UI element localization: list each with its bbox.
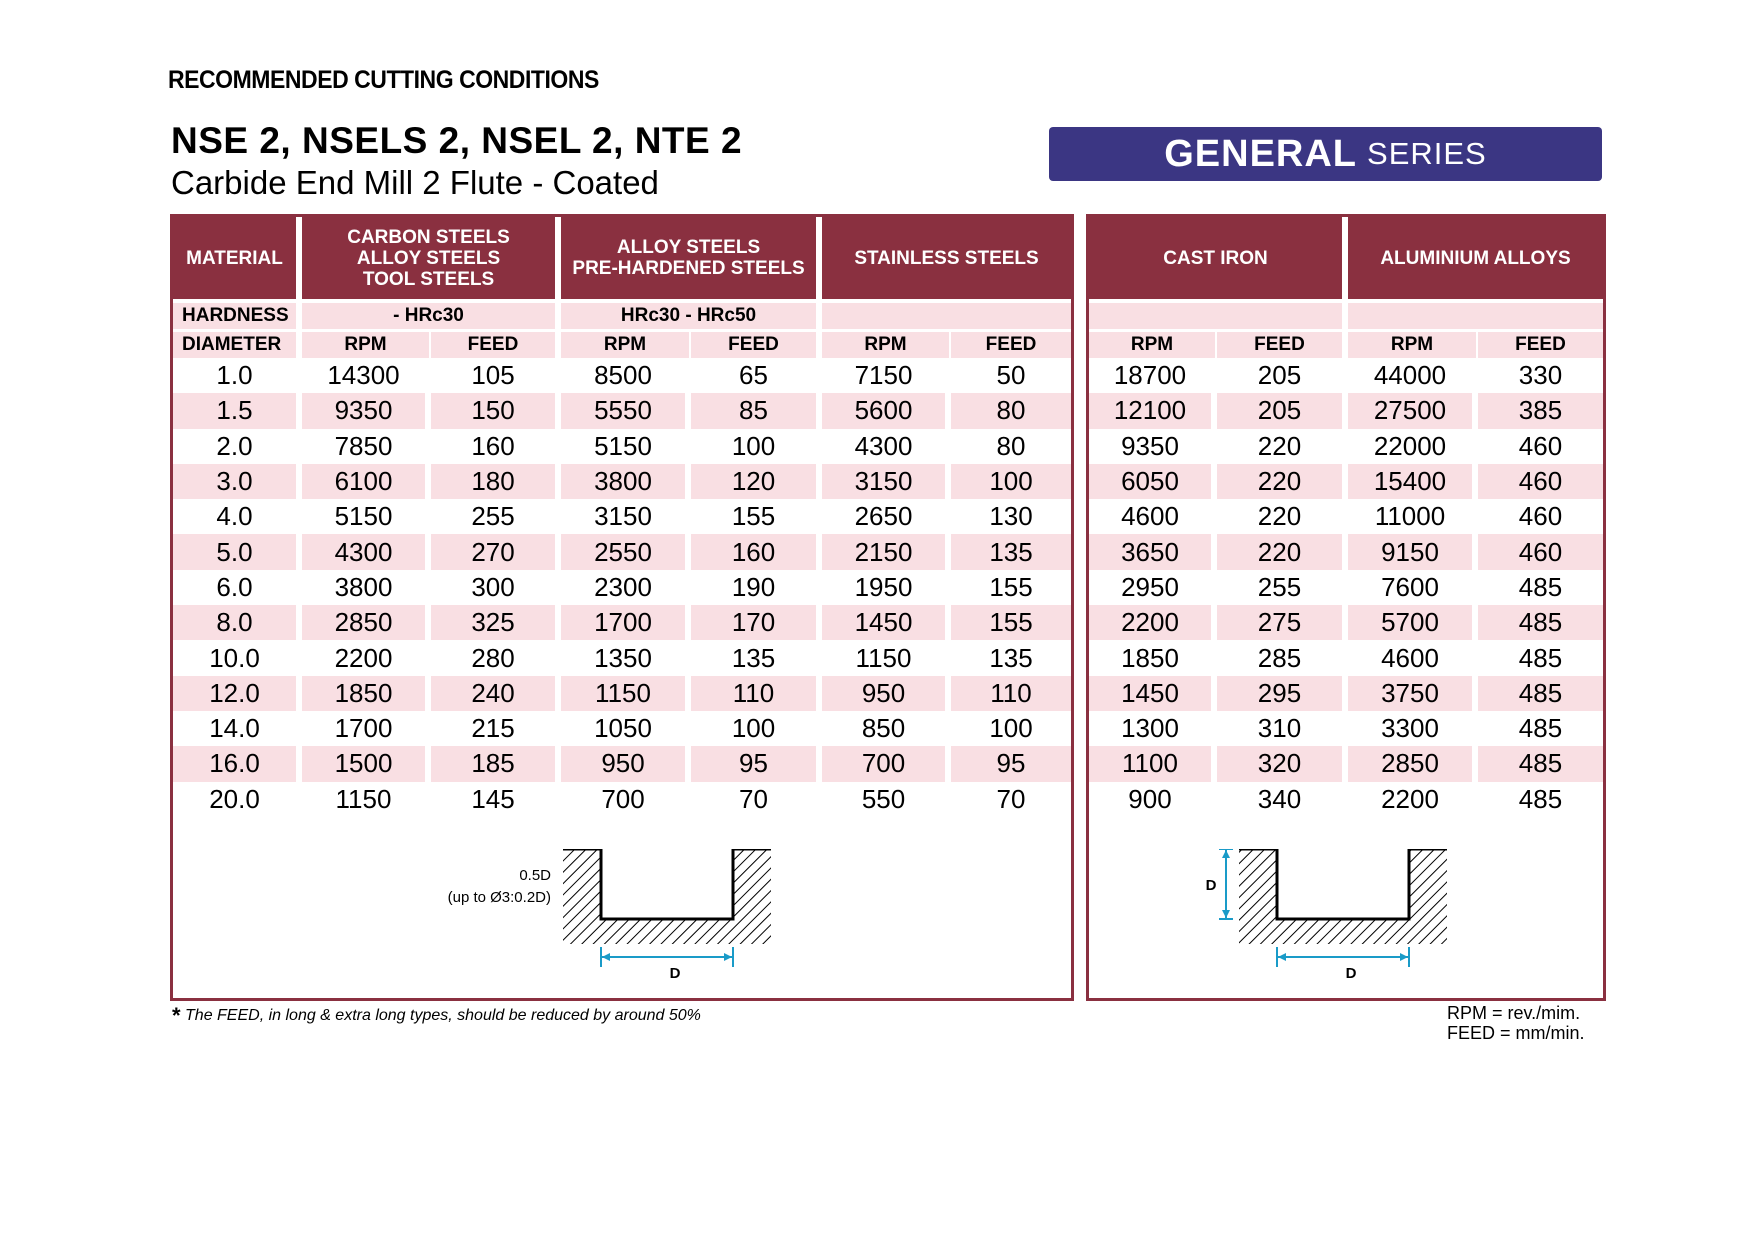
feed-cell: 280: [431, 640, 561, 675]
rpm-cell: 900: [1089, 782, 1217, 817]
steels-table: [173, 217, 1071, 817]
rpm-cell: 950: [561, 746, 691, 781]
table-row: [1089, 570, 1603, 605]
rpm-cell: 3300: [1348, 711, 1478, 746]
units-legend: [1447, 1003, 1585, 1043]
hardness-value: [1348, 299, 1603, 329]
group-header-cast-iron: [1089, 217, 1348, 299]
series-badge: [1049, 127, 1602, 181]
rpm-cell: 3750: [1348, 676, 1478, 711]
diameter-cell: 6.0: [173, 570, 302, 605]
feed-cell: 485: [1478, 746, 1603, 781]
hardness-value: - HRc30: [302, 299, 561, 329]
rpm-cell: 7600: [1348, 570, 1478, 605]
rpm-cell: 9350: [302, 393, 431, 428]
diameter-cell: 10.0: [173, 640, 302, 675]
feed-cell: 65: [691, 358, 822, 393]
rpm-cell: 2300: [561, 570, 691, 605]
feed-cell: 485: [1478, 676, 1603, 711]
feed-cell: 220: [1217, 534, 1348, 569]
rpm-cell: 2950: [1089, 570, 1217, 605]
slot-depth-diagram: [563, 849, 793, 979]
rpm-cell: 1100: [1089, 746, 1217, 781]
feed-cell: 95: [691, 746, 822, 781]
feed-cell: 150: [431, 393, 561, 428]
feed-cell: 70: [691, 782, 822, 817]
feed-cell: 300: [431, 570, 561, 605]
rpm-cell: 7150: [822, 358, 951, 393]
footnote-text: The FEED, in long & extra long types, should be reduced by around 50%: [185, 1007, 701, 1024]
feed-cell: 120: [691, 464, 822, 499]
hardness-value: [822, 299, 1071, 329]
rpm-cell: 5550: [561, 393, 691, 428]
series-badge-bold: GENERAL: [1164, 132, 1358, 175]
rpm-cell: 8500: [561, 358, 691, 393]
feed-cell: 485: [1478, 640, 1603, 675]
feed-cell: 170: [691, 605, 822, 640]
table-row: [173, 429, 1071, 464]
rpm-cell: 4300: [822, 429, 951, 464]
feed-cell: 180: [431, 464, 561, 499]
units-feed: FEED = mm/min.: [1447, 1023, 1585, 1043]
table-row: [173, 499, 1071, 534]
rpm-cell: 44000: [1348, 358, 1478, 393]
feed-cell: 460: [1478, 429, 1603, 464]
table-row: [173, 393, 1071, 428]
feed-cell: 100: [951, 464, 1071, 499]
rpm-cell: 2850: [1348, 746, 1478, 781]
diameter-cell: 12.0: [173, 676, 302, 711]
rpm-cell: 5150: [561, 429, 691, 464]
rpm-cell: 1700: [561, 605, 691, 640]
feed-cell: 110: [951, 676, 1071, 711]
rpm-cell: 9150: [1348, 534, 1478, 569]
feed-cell: 330: [1478, 358, 1603, 393]
rpm-cell: 5150: [302, 499, 431, 534]
table-row: [1089, 605, 1603, 640]
table-row: [1089, 746, 1603, 781]
rpm-cell: 2200: [302, 640, 431, 675]
table-row: [173, 570, 1071, 605]
rpm-cell: 1150: [822, 640, 951, 675]
cast-iron-aluminium-table: [1089, 217, 1603, 817]
diameter-cell: 14.0: [173, 711, 302, 746]
rpm-cell: 850: [822, 711, 951, 746]
feed-cell: 130: [951, 499, 1071, 534]
group-name-line: ALLOY STEELS: [616, 237, 761, 258]
group-name-line: CARBON STEELS: [347, 226, 510, 248]
rpm-cell: 1350: [561, 640, 691, 675]
feed-cell: 220: [1217, 429, 1348, 464]
table-row: [1089, 782, 1603, 817]
cast-iron-aluminium-panel: [1086, 214, 1606, 1001]
rpm-subheader: RPM: [1089, 329, 1217, 358]
feed-cell: 205: [1217, 393, 1348, 428]
feed-cell: 100: [691, 429, 822, 464]
rpm-cell: 1500: [302, 746, 431, 781]
feed-cell: 295: [1217, 676, 1348, 711]
feed-cell: 95: [951, 746, 1071, 781]
group-name-line: ALUMINIUM ALLOYS: [1380, 247, 1571, 269]
feed-subheader: FEED: [431, 329, 561, 358]
feed-cell: 80: [951, 429, 1071, 464]
group-header-alloy-steels: [561, 217, 822, 299]
feed-cell: 220: [1217, 464, 1348, 499]
feed-cell: 135: [951, 534, 1071, 569]
table-row: [173, 534, 1071, 569]
feed-reduction-note: [172, 1003, 701, 1029]
units-rpm: RPM = rev./mim.: [1447, 1003, 1581, 1023]
rpm-cell: 1050: [561, 711, 691, 746]
group-header-carbon-steels: [302, 217, 561, 299]
feed-cell: 285: [1217, 640, 1348, 675]
table-row: [1089, 358, 1603, 393]
rpm-cell: 3650: [1089, 534, 1217, 569]
width-label: D: [669, 965, 681, 982]
rpm-cell: 5600: [822, 393, 951, 428]
diameter-cell: 1.0: [173, 358, 302, 393]
rpm-cell: 3800: [302, 570, 431, 605]
feed-cell: 460: [1478, 464, 1603, 499]
rpm-cell: 3800: [561, 464, 691, 499]
rpm-cell: 2650: [822, 499, 951, 534]
rpm-cell: 1300: [1089, 711, 1217, 746]
table-row: [1089, 393, 1603, 428]
feed-cell: 255: [431, 499, 561, 534]
feed-cell: 110: [691, 676, 822, 711]
slot-full-depth-diagram: [1219, 849, 1449, 979]
group-header-stainless-steels: [822, 217, 1071, 299]
feed-cell: 160: [431, 429, 561, 464]
steels-panel: [170, 214, 1074, 1001]
series-badge-light: SERIES: [1367, 136, 1487, 171]
rpm-cell: 14300: [302, 358, 431, 393]
depth-label: D: [1205, 877, 1217, 894]
feed-cell: 460: [1478, 534, 1603, 569]
rpm-cell: 27500: [1348, 393, 1478, 428]
feed-cell: 340: [1217, 782, 1348, 817]
feed-cell: 385: [1478, 393, 1603, 428]
feed-cell: 485: [1478, 605, 1603, 640]
feed-cell: 310: [1217, 711, 1348, 746]
rpm-cell: 4600: [1089, 499, 1217, 534]
rpm-cell: 15400: [1348, 464, 1478, 499]
depth-label-block: [423, 865, 551, 909]
product-description: Carbide End Mill 2 Flute - Coated: [171, 164, 659, 201]
rpm-cell: 6100: [302, 464, 431, 499]
feed-cell: 70: [951, 782, 1071, 817]
feed-cell: 155: [951, 570, 1071, 605]
rpm-cell: 4600: [1348, 640, 1478, 675]
feed-cell: 460: [1478, 499, 1603, 534]
diameter-cell: 2.0: [173, 429, 302, 464]
feed-cell: 485: [1478, 570, 1603, 605]
rpm-cell: 18700: [1089, 358, 1217, 393]
rpm-cell: 4300: [302, 534, 431, 569]
table-row: [173, 464, 1071, 499]
rpm-cell: 1850: [302, 676, 431, 711]
diameter-cell: 3.0: [173, 464, 302, 499]
hardness-label: HARDNESS: [173, 299, 302, 329]
rpm-cell: 2200: [1348, 782, 1478, 817]
rpm-subheader: RPM: [822, 329, 951, 358]
feed-cell: 155: [691, 499, 822, 534]
rpm-cell: 6050: [1089, 464, 1217, 499]
rpm-cell: 700: [561, 782, 691, 817]
group-name-line: PRE-HARDENED STEELS: [572, 258, 805, 279]
diameter-cell: 1.5: [173, 393, 302, 428]
feed-subheader: FEED: [951, 329, 1071, 358]
rpm-subheader: RPM: [561, 329, 691, 358]
rpm-cell: 700: [822, 746, 951, 781]
rpm-cell: 1150: [302, 782, 431, 817]
feed-cell: 100: [691, 711, 822, 746]
diameter-label: DIAMETER: [173, 329, 302, 358]
rpm-cell: 22000: [1348, 429, 1478, 464]
feed-cell: 270: [431, 534, 561, 569]
rpm-cell: 1150: [561, 676, 691, 711]
feed-cell: 325: [431, 605, 561, 640]
rpm-cell: 1950: [822, 570, 951, 605]
rpm-cell: 3150: [822, 464, 951, 499]
depth-note: (up to Ø3:0.2D): [447, 889, 551, 906]
table-row: [1089, 640, 1603, 675]
footnote-star: *: [172, 1003, 181, 1028]
feed-cell: 215: [431, 711, 561, 746]
diameter-cell: 16.0: [173, 746, 302, 781]
feed-cell: 145: [431, 782, 561, 817]
table-row: [1089, 429, 1603, 464]
page-top-label: RECOMMENDED CUTTING CONDITIONS: [168, 66, 599, 94]
table-row: [1089, 499, 1603, 534]
table-row: [173, 640, 1071, 675]
feed-cell: 240: [431, 676, 561, 711]
rpm-cell: 5700: [1348, 605, 1478, 640]
group-name-line: TOOL STEELS: [362, 268, 495, 290]
rpm-subheader: RPM: [302, 329, 431, 358]
feed-cell: 155: [951, 605, 1071, 640]
feed-subheader: FEED: [1478, 329, 1603, 358]
rpm-cell: 950: [822, 676, 951, 711]
table-row: [173, 358, 1071, 393]
feed-cell: 485: [1478, 711, 1603, 746]
feed-cell: 275: [1217, 605, 1348, 640]
feed-cell: 220: [1217, 499, 1348, 534]
feed-cell: 100: [951, 711, 1071, 746]
group-header-aluminium-alloys: [1348, 217, 1603, 299]
product-codes-title: NSE 2, NSELS 2, NSEL 2, NTE 2: [171, 120, 743, 161]
rpm-cell: 2850: [302, 605, 431, 640]
rpm-cell: 12100: [1089, 393, 1217, 428]
feed-subheader: FEED: [1217, 329, 1348, 358]
rpm-cell: 1700: [302, 711, 431, 746]
rpm-cell: 2150: [822, 534, 951, 569]
table-row: [1089, 534, 1603, 569]
feed-cell: 485: [1478, 782, 1603, 817]
width-label: D: [1345, 965, 1357, 982]
table-row: [173, 746, 1071, 781]
feed-cell: 50: [951, 358, 1071, 393]
feed-cell: 320: [1217, 746, 1348, 781]
rpm-subheader: RPM: [1348, 329, 1478, 358]
table-row: [173, 605, 1071, 640]
table-row: [173, 711, 1071, 746]
feed-cell: 255: [1217, 570, 1348, 605]
feed-cell: 190: [691, 570, 822, 605]
table-row: [1089, 676, 1603, 711]
feed-cell: 105: [431, 358, 561, 393]
feed-cell: 135: [691, 640, 822, 675]
table-row: [1089, 464, 1603, 499]
feed-subheader: FEED: [691, 329, 822, 358]
table-row: [1089, 711, 1603, 746]
rpm-cell: 7850: [302, 429, 431, 464]
diameter-cell: 20.0: [173, 782, 302, 817]
hardness-value: [1089, 299, 1348, 329]
depth-label: 0.5D: [519, 867, 551, 884]
feed-cell: 160: [691, 534, 822, 569]
feed-cell: 135: [951, 640, 1071, 675]
rpm-cell: 2550: [561, 534, 691, 569]
feed-cell: 185: [431, 746, 561, 781]
rpm-cell: 1850: [1089, 640, 1217, 675]
diameter-cell: 4.0: [173, 499, 302, 534]
table-row: [173, 676, 1071, 711]
material-header: MATERIAL: [173, 217, 302, 299]
rpm-cell: 1450: [1089, 676, 1217, 711]
rpm-cell: 3150: [561, 499, 691, 534]
group-name-line: STAINLESS STEELS: [854, 247, 1039, 269]
group-name-line: CAST IRON: [1163, 247, 1268, 269]
feed-cell: 205: [1217, 358, 1348, 393]
group-name-line: ALLOY STEELS: [356, 247, 501, 269]
feed-cell: 80: [951, 393, 1071, 428]
hardness-value: HRc30 - HRc50: [561, 299, 822, 329]
table-row: [173, 782, 1071, 817]
diameter-cell: 5.0: [173, 534, 302, 569]
feed-cell: 85: [691, 393, 822, 428]
rpm-cell: 550: [822, 782, 951, 817]
rpm-cell: 1450: [822, 605, 951, 640]
rpm-cell: 2200: [1089, 605, 1217, 640]
rpm-cell: 9350: [1089, 429, 1217, 464]
diameter-cell: 8.0: [173, 605, 302, 640]
rpm-cell: 11000: [1348, 499, 1478, 534]
